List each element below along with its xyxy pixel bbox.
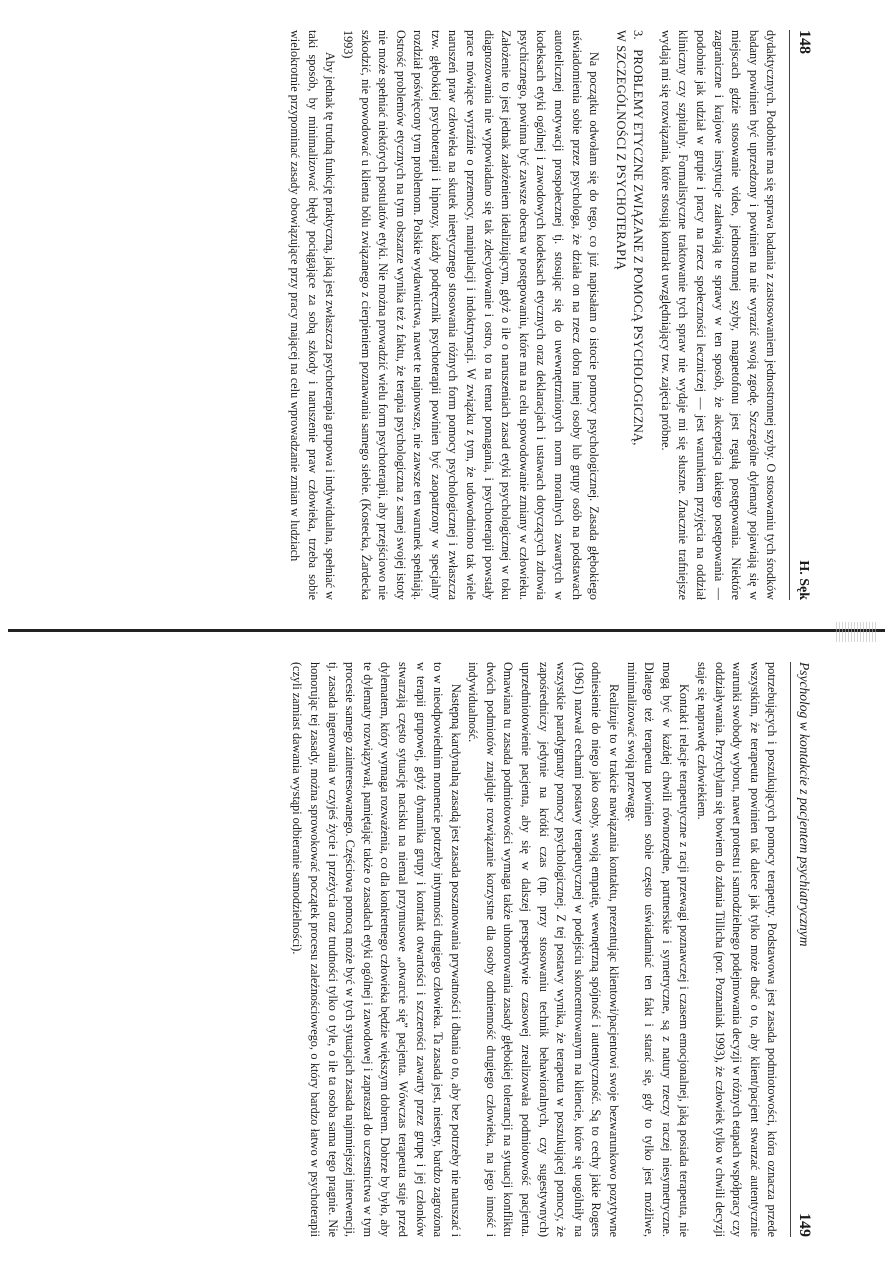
- page-number: 149: [796, 1213, 813, 1237]
- book-gutter: [8, 629, 885, 632]
- section-title-line-1: PROBLEMY ETYCZNE ZWIĄZANE Z POMOCĄ PSYCHOLOGICZNĄ,: [631, 49, 646, 446]
- page-148: [63, 30, 813, 600]
- page-149: [53, 662, 813, 1237]
- running-head: H. Sęk: [796, 560, 811, 600]
- paragraph: Następną kardynalną zasadą jest zasada poszanowania prywatności i dbania o to, aby bez potrzeby nie naruszać i to w nieodpowiednim momencie potrzeby intymności drugiego człowieka. Ta zasada jest, niestety, bardzo zagrożona w terapii grupowej, gdyż dynamika grupy i kontrakt otwartości i szczerości zawarty przez grupę i jej członków stwarzają często sytuację nacisku na niemal przymusowe „otwarcie się” pacjenta. Wówczas terapeuta staje przed dylematem, który wymaga rozważenia, co dla konkretnego człowieka będzie większym dobrem. Dobrze by było, aby te dylematy rozwiązywał, pamiętając także o zasadach etyki ogólnej i zawodowej i zapraszał do uczestnictwa w tym procesie samego zainteresowanego. Częściowa pomocą może być w tych sytuacjach zasada najmniejszej interwencji, tj. zasada ingerowania w czyjeś życie i przeżycia oraz trudności tylko o tyle, o ile ta osoba sama tego pragnie. Nie honorując tej zasady, można sprowokować początek procesu zależnościowego, o który bardzo łatwo w psychoterapii (czyli zamiast dawania wystąpi odbieranie samodzielności).: [290, 662, 463, 1237]
- paragraph: Aby jednak tę trudną funkcję praktyczną, jaką jest zwłaszcza psychoterapia grupowa i indywidualna, spełniać w taki sposób, by minimalizować błędy pociągające za sobą szkody i naruszenie praw człowieka, trzeba sobie wielokrotnie przypominać zasady obowiązujące przy pracy mającej na celu wprowadzanie zmian w ludziach: [288, 30, 338, 600]
- paragraph: dydaktycznych. Podobnie ma się sprawa badania z zastosowaniem jednostronnej szyby. O stosowaniu tych środków badany powinien być uprzedzony i powinien na nie wyrazić swoją zgodę. Szczególne dylematy pojawiają się w miejscach gdzie stosowanie video, jednostronnej szyby, magnetofonu jest regułą postępowania. Niektóre zagraniczne i krajowe instytucje załatwiają te sprawy w ten sposób, że akceptacja takiego postępowania — podobnie jak udział w grupie i pracy na rzecz społeczności leczniczej — jest warunkiem przyjęcia na oddział kliniczny czy szpitalny. Formalistyczne traktowanie tych spraw nie wydaje mi się słuszne. Znacznie trafniejsze wydają mi się rozwiązania, które stosują kontrakt uwzględniający tzw. zajęcia próbne.: [658, 30, 779, 600]
- paragraph: Realizuje to w trakcie nawiązania kontaktu, prezentując klientowi/pacjentowi swoje bezwarunkowo pozytywne odniesienie do niego jako osoby, swoją empatię, wewnętrzną spójność i autentyczność. Są to cechy jakie Rogers (1961) nazwał cechami postawy terapeutycznej w podejściu skoncentrowanym na kliencie, które się uogólniły na wszystkie paradygmaty pomocy psychologicznej. Z tej postawy wynika, że terapeuta w poszukującej pomocy, że zapośredniczy jedynie na krótki czas (np. przy stosowaniu technik behawioralnych, czy sugestywnych) uprzedmiotowienie pacjenta, aby się w dalszej perspektywie czasowej zrealizowała podmiotowość pacjenta. Omawiana tu zasada podmiotowości wymaga także uhonorowania zasady głębokiej tolerancji na sytuacji konfliktu dwóch podmiotów znajduje rozwiązanie korzystne dla osoby odmienność drugiego człowieka, na jego inność i indywidualność.: [466, 662, 622, 1237]
- paragraph: Kontakt i relacje terapeutyczne z racji przewagi poznawczej i czasem emocjonalnej, jaką posiada terapeuta, nie mogą być w każdej chwili równorzędne, partnerskie i symetryczne, są z natury rzeczy raczej niesymetryczne. Dlatego też terapeuta powinien sobie często uświadamiać ten fakt i starać się, gdy to tylko jest możliwe, minimalizować swoją przewagę.: [624, 662, 692, 1237]
- running-head: Psycholog w kontakcie z pacjentem psychiatrycznym: [797, 662, 812, 947]
- section-number: 3.: [631, 30, 646, 40]
- section-heading: [612, 30, 646, 600]
- page-header: [789, 30, 813, 600]
- paragraph: Na początku odwołam się do tego, co już napisałam o istocie pomocy psychologicznej. Zasada głębokiego uświadomienia sobie przez psychologa, że działa on na rzecz dobra innej osoby lub grupy osób na podstawach autotelicznej motywacji prospołecznej tj. stosując się do uwewnętrznionych norm moralnych zawartych w kodeksach etyki ogólnej i zawodowych kodeksach etycznych oraz deklaracjach i ustawach dotyczących zdrowia psychicznego, powinna być zawsze obecna w postępowaniu, które ma na celu spowodowanie zmiany w człowieku. Założenie to jest jednak założeniem idealizującym, gdyż o ile o naruszeniach zasad etyki psychologicznej w toku diagnozowania nie wypowiadano się tak zdecydowanie i ostro, to na temat pomagania, i psychoterapii powstały prace mówiące wyraźnie o przemocy, manipulacji i indoktrynacji. W związku z tym, że udowodniono tak wiele naruszeń praw człowieka na skutek nieetycznego stosowania różnych form pomocy psychologicznej i zwłaszcza tzw. głębokiej psychoterapii i hipnozy, każdy podręcznik psychoterapii powinien być zaopatrzony w specjalny rozdział poświęcony tym problemom. Polskie wydawnictwa, nawet te najnowsze, nie zawsze ten warunek spełniają. Ostrość problemów etycznych na tym obszarze wynika też z faktu, że terapia psychologiczna z samej swojej istoty nie może spełniać niektórych postulatów etyki. Nie można prowadzić wielu form psychoterapii, aby przejściowo nie szkodzić, nie powodować u klienta bólu związanego z cierpieniem poznawania samego siebie. (Kostecka, Żardecka 1993): [340, 30, 602, 600]
- section-title-line-2: W SZCZEGÓLNOŚCI Z PSYCHOTERAPIĄ: [614, 30, 629, 271]
- paragraph: potrzebujących i poszukujących pomocy terapeuty. Podstawowa jest zasada podmiotowości, która oznacza przede wszystkim, że terapeuta powinien tak dalece jak tylko może dbać o to, aby klient/pacjent stwarzać autentycznie warunki swobody wyboru, nawet protestu i samodzielnego podejmowania decyzji w różnych etapach współpracy czy oddziaływania. Przychylam się bowiem do zdania Tillicha (por. Poznaniak 1993), że człowiek tylko w chwili decyzji staje się naprawdę człowiekiem.: [695, 662, 780, 1237]
- page-header: [790, 662, 813, 1237]
- page-number: 148: [796, 30, 813, 54]
- gutter-scan-noise: [836, 622, 876, 642]
